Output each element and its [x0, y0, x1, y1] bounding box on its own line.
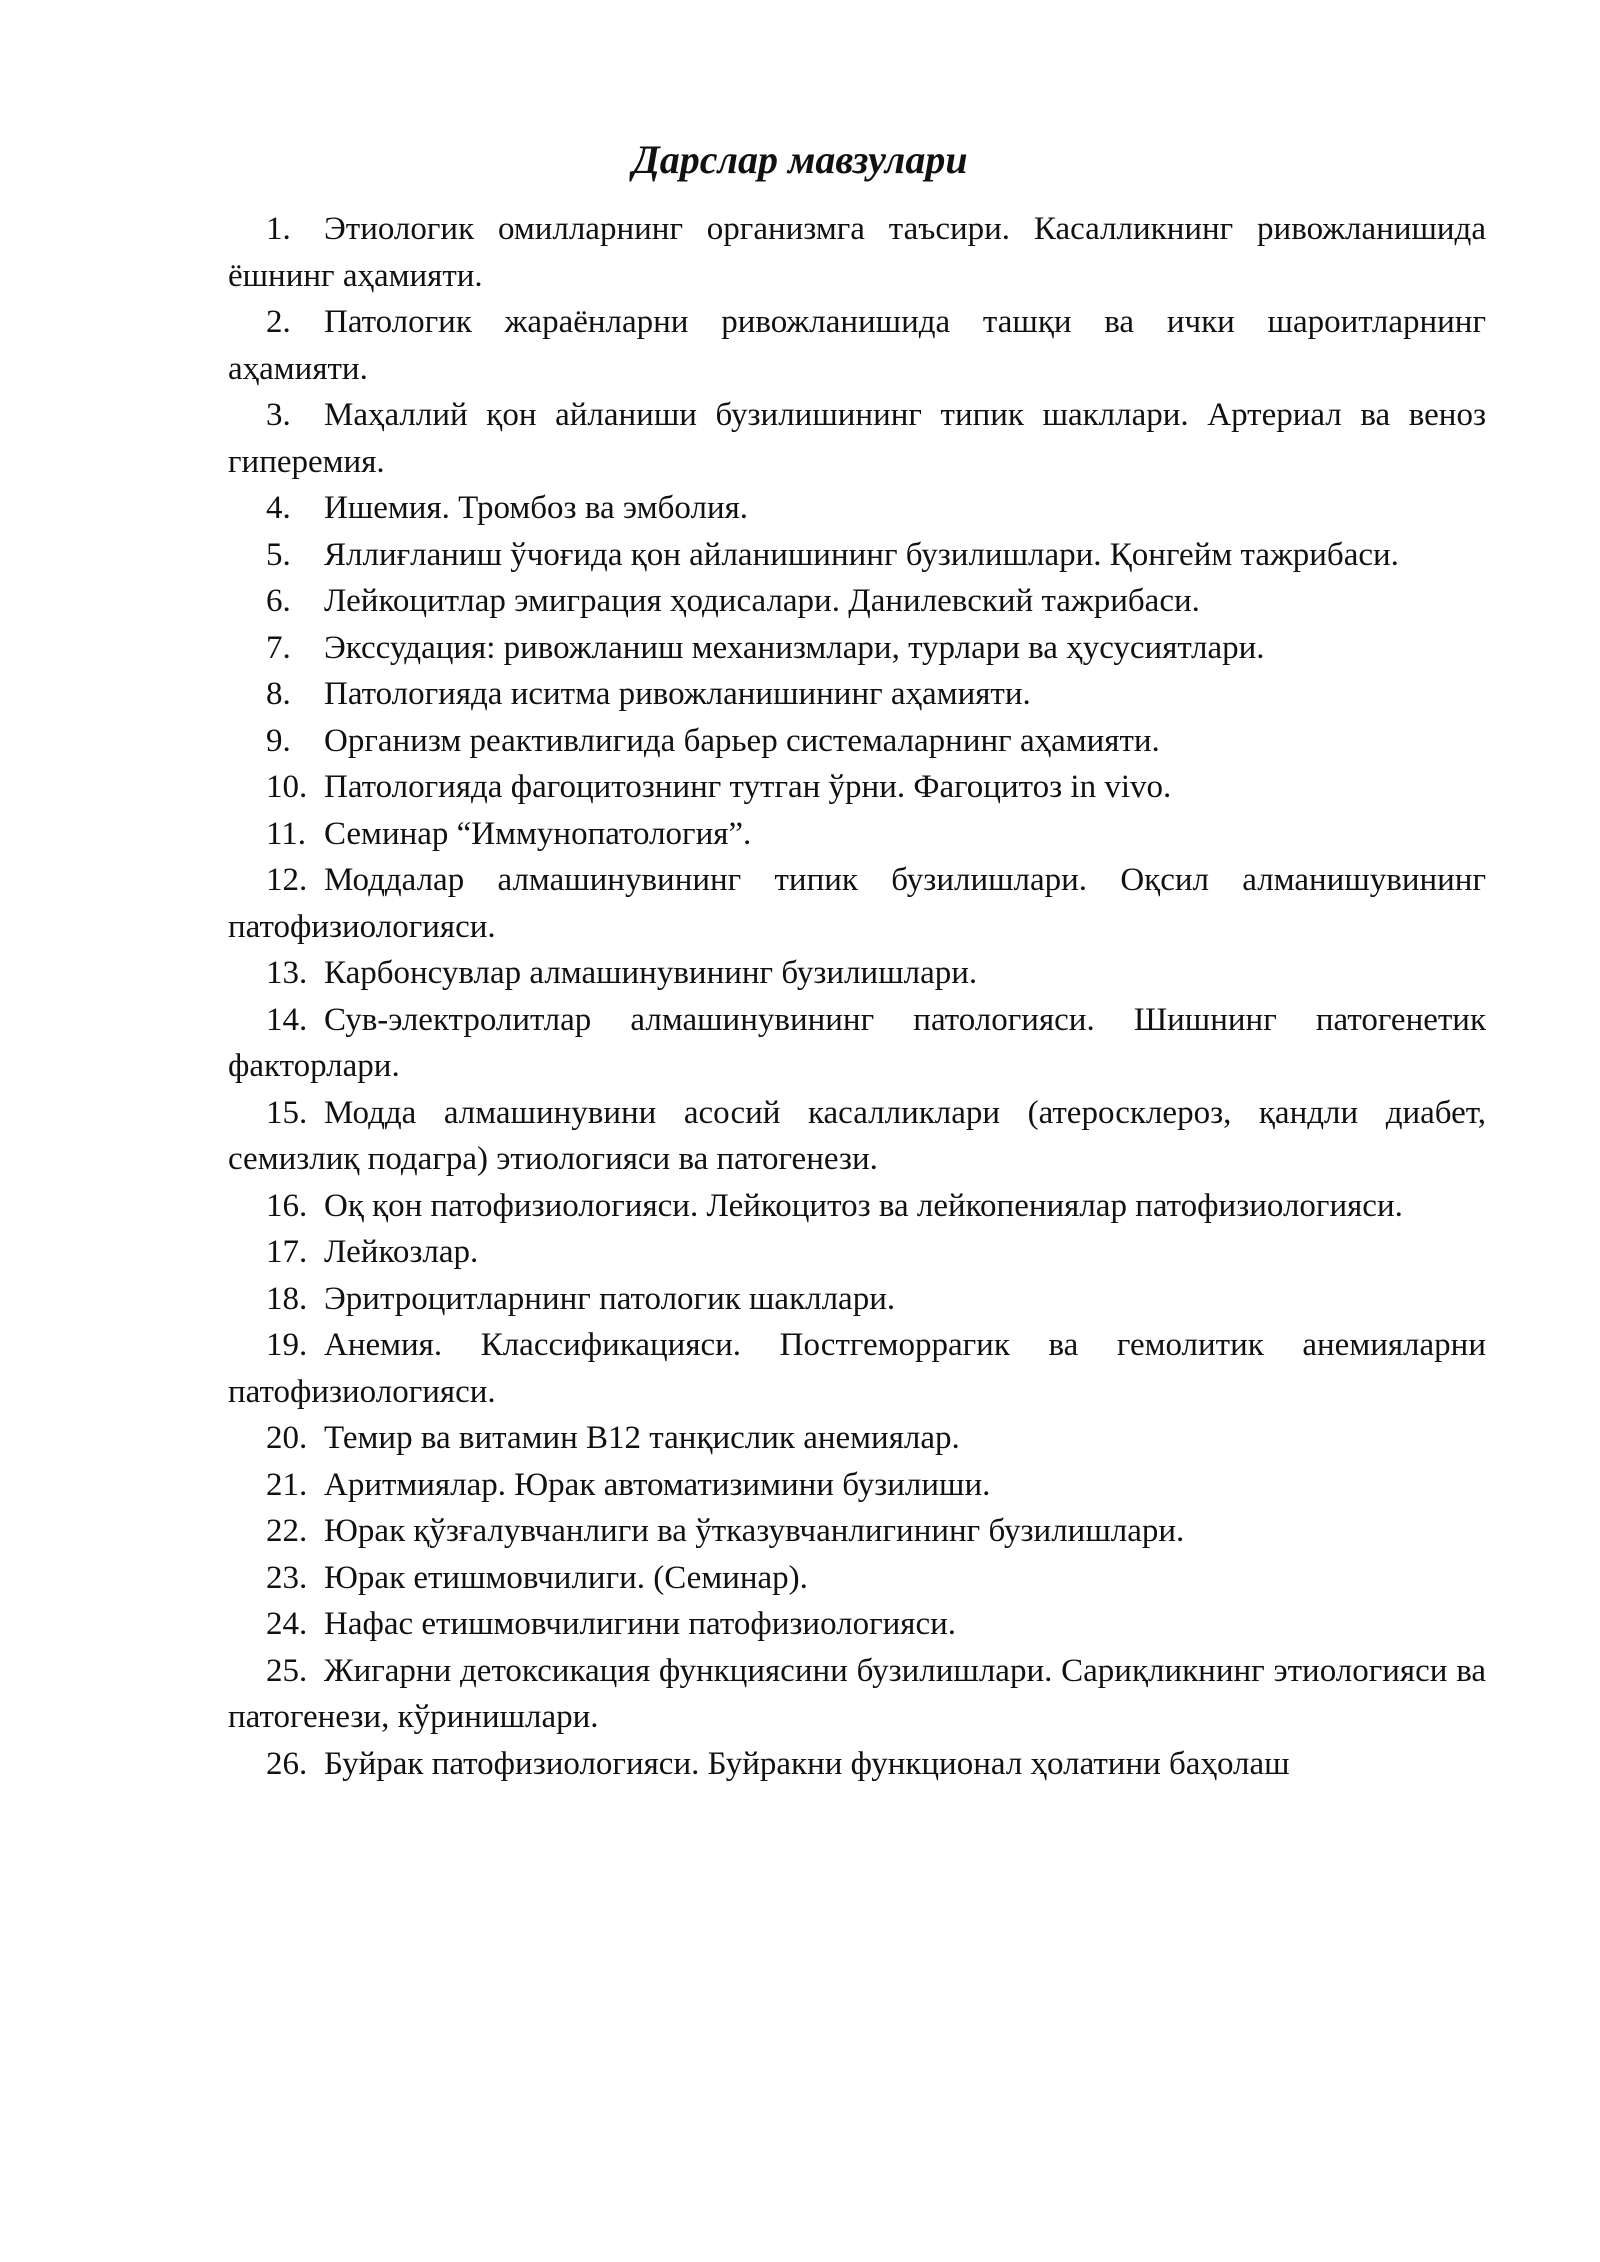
- item-text: Юрак қўзғалувчанлиги ва ўтказувчанлигининг бузилишлари.: [324, 1513, 1185, 1549]
- list-item: [228, 532, 1486, 579]
- list-item: [228, 1090, 1486, 1183]
- item-text: Сув-электролитлар алмашинувининг патологияси. Шишнинг патогенетик факторлари.: [228, 1001, 1486, 1084]
- item-number: 1.: [266, 211, 291, 247]
- item-number: 25.: [266, 1652, 308, 1689]
- item-text: Лейкоцитлар эмиграция ҳодисалари. Данилевский тажрибаси.: [324, 583, 1200, 619]
- item-text: Организм реактивлигида барьер системаларнинг аҳамияти.: [324, 722, 1160, 759]
- item-text: Патологияда иситма ривожланишининг аҳамияти.: [324, 676, 1031, 712]
- item-number: 3.: [266, 397, 291, 433]
- list-item: [228, 997, 1486, 1090]
- list-item: [228, 950, 1486, 997]
- item-number: 16.: [266, 1187, 308, 1224]
- list-item: [228, 1462, 1486, 1509]
- item-number: 7.: [266, 629, 291, 666]
- item-text: Буйрак патофизиологияси. Буйракни функционал ҳолатини баҳолаш: [324, 1745, 1290, 1782]
- item-text: Моддалар алмашинувининг типик бузилишлари. Оқсил алманишувининг патофизиологияси.: [228, 862, 1486, 945]
- item-text: Аритмиялар. Юрак автоматизимини бузилиши.: [324, 1466, 991, 1503]
- item-number: 10.: [266, 769, 308, 805]
- item-number: 22.: [266, 1513, 308, 1549]
- list-item: [228, 1183, 1486, 1230]
- item-number: 18.: [266, 1280, 308, 1317]
- topics-list: [228, 206, 1486, 1787]
- item-text: Темир ва витамин В12 танқислик анемиялар.: [324, 1420, 960, 1456]
- item-number: 26.: [266, 1745, 308, 1782]
- item-text: Этиологик омилларнинг организмга таъсири. Касалликнинг ривожланишида ёшнинг аҳамияти.: [228, 211, 1486, 294]
- item-number: 24.: [266, 1606, 308, 1642]
- item-number: 14.: [266, 1001, 308, 1038]
- list-item: [228, 1415, 1486, 1462]
- item-text: Лейкозлар.: [324, 1234, 479, 1270]
- list-item: [228, 1322, 1486, 1415]
- item-text: Анемия. Классификацияси. Постгеморрагик ва гемолитик анемияларни патофизиологияси.: [228, 1327, 1486, 1410]
- list-item: [228, 764, 1486, 811]
- item-text: Семинар “Иммунопатология”.: [324, 815, 752, 852]
- item-text: Жигарни детоксикация функциясини бузилишлари. Сариқликнинг этиологияси ва патогенези, кўринишлари.: [228, 1652, 1486, 1735]
- item-text: Ишемия. Тромбоз ва эмболия.: [324, 490, 749, 526]
- item-number: 20.: [266, 1420, 308, 1456]
- list-item: [228, 392, 1486, 485]
- list-item: [228, 485, 1486, 532]
- item-number: 23.: [266, 1559, 308, 1596]
- list-item: [228, 206, 1486, 299]
- item-text: Эритроцитларнинг патологик шакллари.: [324, 1280, 896, 1317]
- item-number: 15.: [266, 1094, 308, 1131]
- item-number: 4.: [266, 490, 291, 526]
- list-item: [228, 1555, 1486, 1602]
- item-number: 5.: [266, 536, 291, 573]
- item-text: Нафас етишмовчилигини патофизиологияси.: [324, 1606, 957, 1642]
- list-item: [228, 1276, 1486, 1323]
- item-number: 17.: [266, 1234, 308, 1270]
- list-item: [228, 299, 1486, 392]
- item-number: 21.: [266, 1466, 308, 1503]
- list-item: [228, 578, 1486, 625]
- list-item: [228, 1229, 1486, 1276]
- item-text: Патологик жараёнларни ривожланишида ташқи ва ички шароитларнинг аҳамияти.: [228, 304, 1486, 387]
- item-text: Маҳаллий қон айланиши бузилишининг типик шакллари. Артериал ва веноз гиперемия.: [228, 397, 1486, 480]
- item-number: 2.: [266, 304, 291, 340]
- item-text: Патологияда фагоцитознинг тутган ўрни. Фагоцитоз in vivo.: [324, 769, 1172, 805]
- list-item: [228, 1508, 1486, 1555]
- item-text: Яллиғланиш ўчоғида қон айланишининг бузилишлари. Қонгейм тажрибаси.: [324, 536, 1399, 573]
- item-number: 6.: [266, 583, 291, 619]
- item-text: Экссудация: ривожланиш механизмлари, турлари ва ҳусусиятлари.: [324, 629, 1265, 666]
- list-item: [228, 857, 1486, 950]
- item-text: Модда алмашинувини асосий касалликлари (атеросклероз, қандли диабет, семизлиқ подагра) этиологияси ва патогенези.: [228, 1094, 1486, 1177]
- list-item: [228, 1601, 1486, 1648]
- item-number: 9.: [266, 722, 291, 759]
- item-text: Карбонсувлар алмашинувининг бузилишлари.: [324, 955, 978, 991]
- list-item: [228, 1741, 1486, 1788]
- item-number: 8.: [266, 676, 291, 712]
- list-item: [228, 811, 1486, 858]
- list-item: [228, 718, 1486, 765]
- document-title: Дарслар мавзулари: [632, 137, 968, 182]
- list-item: [228, 1648, 1486, 1741]
- item-number: 19.: [266, 1327, 308, 1363]
- item-text: Юрак етишмовчилиги. (Семинар).: [324, 1559, 808, 1596]
- list-item: [228, 625, 1486, 672]
- item-number: 11.: [266, 815, 307, 852]
- item-number: 12.: [266, 862, 308, 898]
- item-number: 13.: [266, 955, 308, 991]
- list-item: [228, 671, 1486, 718]
- item-text: Оқ қон патофизиологияси. Лейкоцитоз ва лейкопениялар патофизиологияси.: [324, 1187, 1403, 1224]
